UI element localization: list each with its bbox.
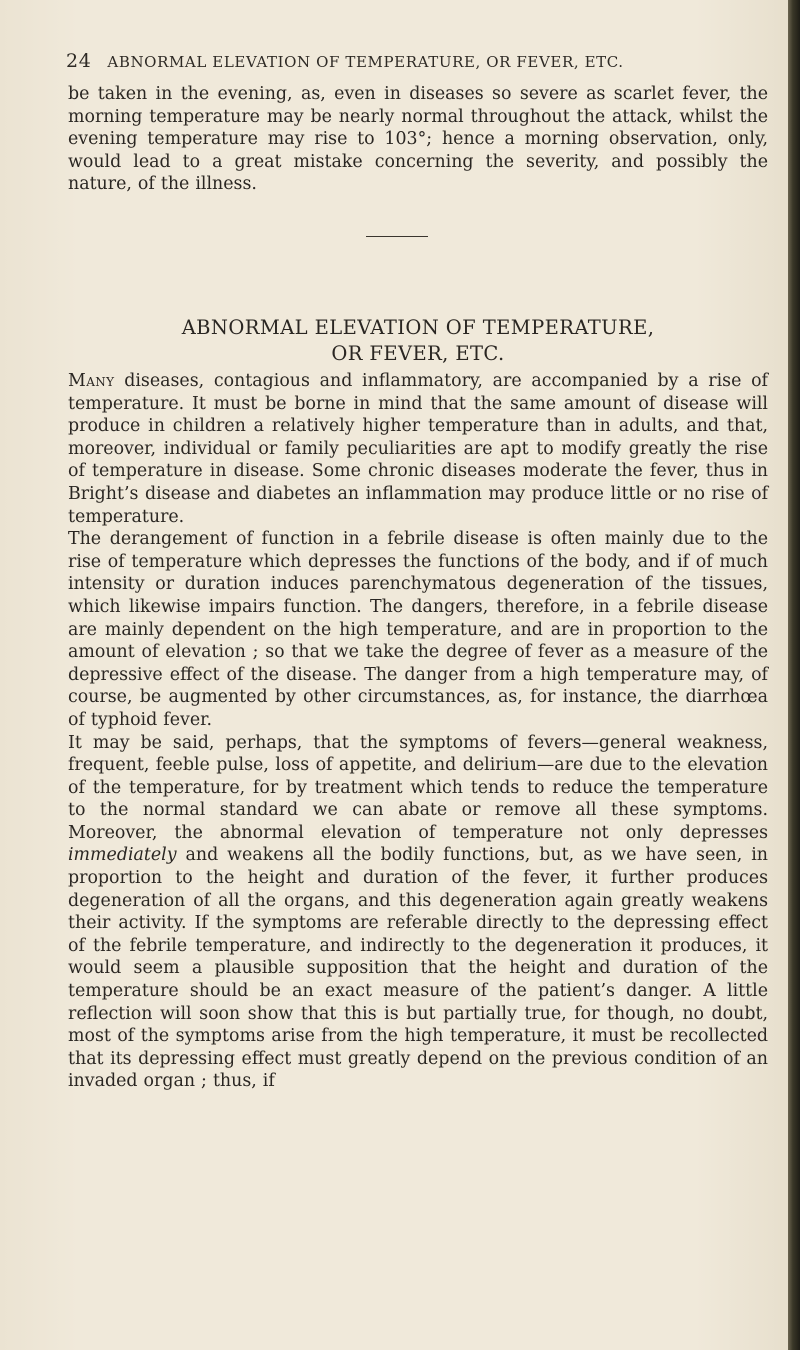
intro-paragraph-block xyxy=(68,83,768,196)
running-head xyxy=(66,50,726,72)
paragraph-3-text-a: It may be said, perhaps, that the symptoms of fevers—general weakness, frequent, feeble pulse, loss of appetite, and delirium—are due to the elevation of the temperature, for by treatment which tends to reduce the temperature to the normal standard we can abate or remove all these symptoms. Moreover, the abnormal elevation of temperature not only depresses xyxy=(68,732,768,843)
paragraph-2: The derangement of function in a febrile disease is often mainly due to the rise of temperature which depresses the functions of the body, and if of much intensity or duration induces parenchymatous degeneration of the tissues, which likewise impairs function. The dangers, therefore, in a febrile disease are mainly dependent on the high temperature, and are in proportion to the amount of elevation ; so that we take the degree of fever as a measure of the depressive effect of the disease. The danger from a high temperature may, of course, be augmented by other circumstances, as, for instance, the diarrhœa of typhoid fever. xyxy=(68,529,768,730)
section-body xyxy=(68,370,768,1093)
paragraph-1 xyxy=(68,370,768,528)
paragraph-1-lead: Many xyxy=(68,371,115,391)
intro-paragraph: be taken in the evening, as, even in diseases so severe as scarlet fever, the morning temperature may be nearly normal throughout the attack, whilst the evening temperature may rise to 103°; hence a morning observation, only, would lead to a great mistake concerning the severity, and possibly the nature, of the illness. xyxy=(68,84,768,195)
paragraph-3-text-b: and weakens all the bodily functions, but, as we have seen, in proportion to the height and duration of the fever, it further produces degeneration of all the organs, and this degeneration again greatly weakens their activity. If the symptoms are referable directly to the depressing effect of the febrile temperature, and indirectly to the degeneration it produces, it would seem a plausible supposition that the height and duration of the temperature should be an exact measure of the patient’s danger. A little reflection will soon show that this is but partially true, for though, no doubt, most of the symptoms arise from the high temperature, it must be recollected that its depressing effect must greatly depend on the previous condition of an invaded organ ; thus, if xyxy=(68,845,768,1092)
section-heading-line-2: OR FEVER, ETC. xyxy=(331,342,505,365)
paragraph-3-italic: immediately xyxy=(68,845,177,866)
running-head-title: ABNORMAL ELEVATION OF TEMPERATURE, OR FEVER, ETC. xyxy=(107,53,624,71)
paragraph-3 xyxy=(68,732,768,1094)
section-heading-line-1: ABNORMAL ELEVATION OF TEMPERATURE, xyxy=(181,316,655,339)
binding-edge xyxy=(788,0,800,1350)
paragraph-1-text: diseases, contagious and inflammatory, are accompanied by a rise of temperature. It must be borne in mind that the same amount of disease will produce in children a relatively higher temperature than in adults, and that, moreover, individual or family peculiarities are apt to modify greatly the rise of temperature in disease. Some chronic diseases moderate the fever, thus in Bright’s disease and diabetes an inflammation may produce little or no rise of temperature. xyxy=(68,371,768,527)
page-number: 24 xyxy=(66,50,92,72)
section-divider xyxy=(366,236,428,237)
